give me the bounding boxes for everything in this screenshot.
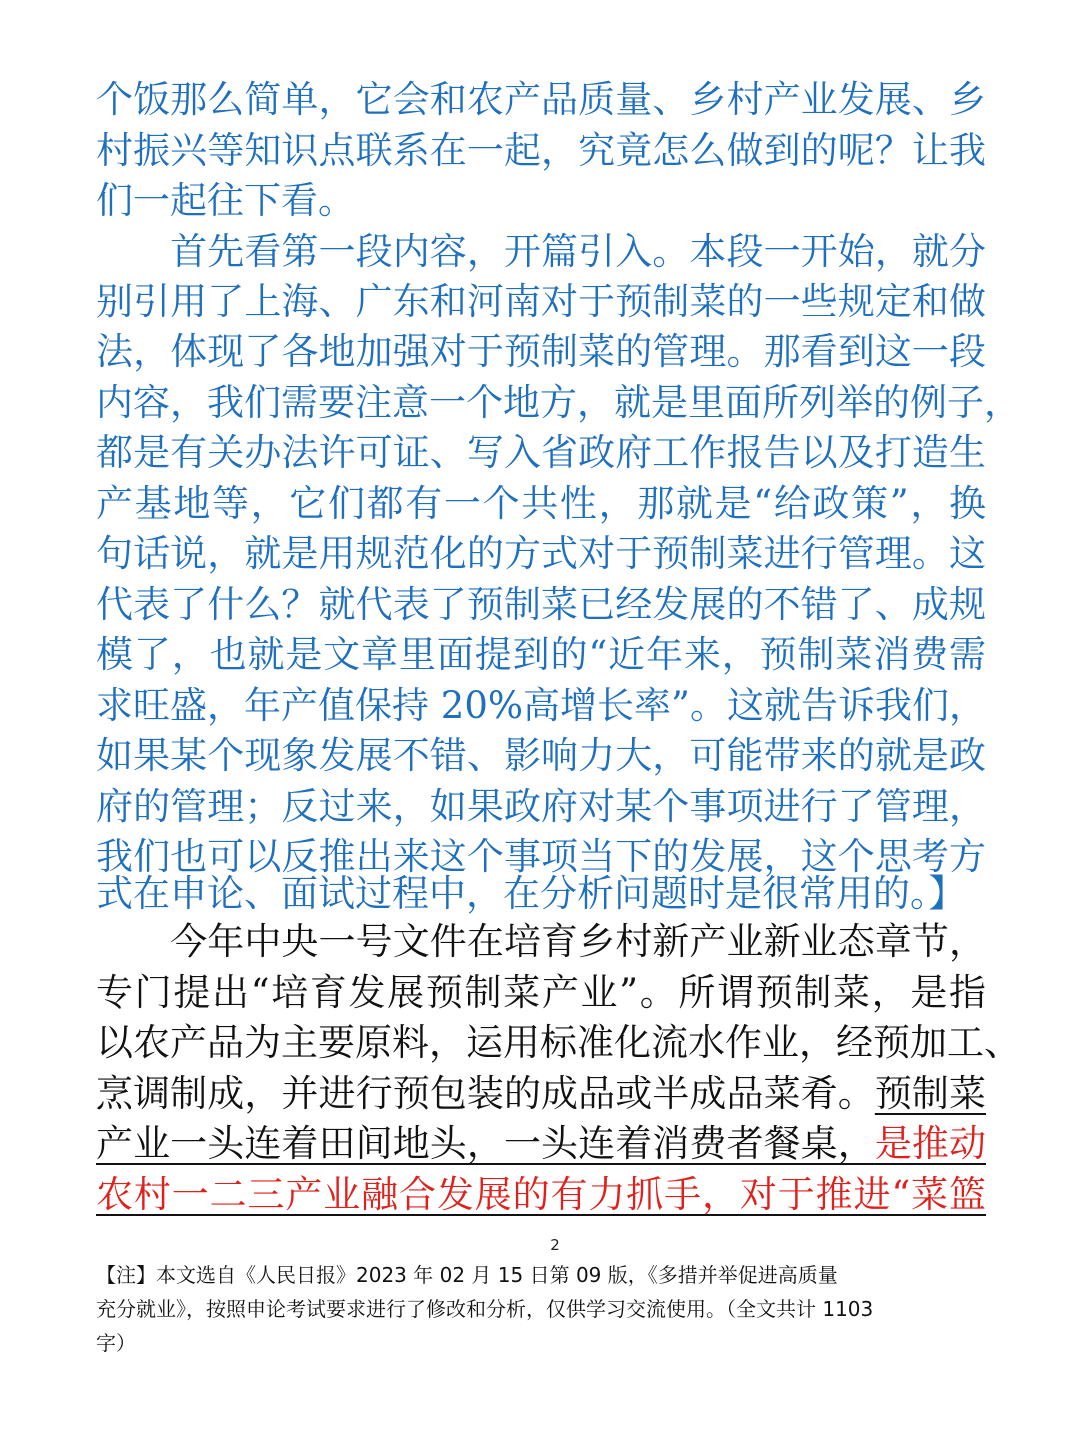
analysis-line: 别引用了上海、广东和河南对于预制菜的一些规定和做: [96, 280, 986, 323]
article-line: [96, 1069, 986, 1119]
page-number: 2: [550, 1236, 560, 1254]
analysis-line: 句话说，就是用规范化的方式对于预制菜进行管理。这: [96, 532, 986, 575]
analysis-line: 都是有关办法许可证、写入省政府工作报告以及打造生: [96, 431, 986, 474]
analysis-line: 代表了什么？就代表了预制菜已经发展的不错了、成规: [96, 583, 986, 626]
analysis-line: 个饭那么简单，它会和农产品质量、乡村产业发展、乡: [96, 78, 986, 121]
article-line: 专门提出“培育发展预制菜产业”。所谓预制菜，是指: [96, 971, 986, 1014]
highlighted-text: 是推动: [874, 1122, 987, 1165]
analysis-line: 如果某个现象发展不错、影响力大，可能带来的就是政: [96, 734, 986, 777]
article-line: 以农产品为主要原料，运用标准化流水作业，经预加工、: [96, 1021, 1021, 1064]
underlined-text: 产业一头连着田间地头，一头连着消费者餐桌，: [96, 1122, 875, 1165]
analysis-line: 首先看第一段内容，开篇引入。本段一开始，就分: [96, 230, 986, 273]
article-line: [96, 1119, 986, 1169]
footnote-line: 字）: [96, 1331, 136, 1355]
analysis-line-text: 式在申论、面试过程中，在分析问题时是很常用的。: [96, 872, 929, 915]
analysis-line: 法，体现了各地加强对于预制菜的管理。那看到这一段: [96, 330, 986, 373]
article-line: 今年中央一号文件在培育乡村新产业新业态章节，: [96, 920, 986, 963]
analysis-line: 产基地等，它们都有一个共性，那就是“给政策”，换: [96, 482, 986, 525]
analysis-line: 村振兴等知识点联系在一起，究竟怎么做到的呢？让我: [96, 129, 986, 172]
analysis-last-line: [96, 869, 986, 919]
article-line-highlighted: [96, 1170, 986, 1220]
analysis-line: 模了，也就是文章里面提到的“近年来，预制菜消费需: [96, 633, 986, 676]
analysis-line: 内容，我们需要注意一个地方，就是里面所列举的例子，: [96, 381, 1021, 424]
footnote-line: 充分就业》，按照申论考试要求进行了修改和分析，仅供学习交流使用。（全文共计 1103: [96, 1297, 874, 1321]
footnote-line: 【注】本文选自《人民日报》2023 年 02 月 15 日第 09 版，《多措并举促进高质量: [96, 1263, 838, 1287]
analysis-line: 们一起往下看。: [96, 179, 355, 222]
analysis-end-mark: 】: [928, 872, 966, 915]
analysis-line: 府的管理；反过来，如果政府对某个事项进行了管理，: [96, 785, 986, 828]
article-text: 烹调制成，并进行预包装的成品或半成品菜肴。: [96, 1072, 875, 1115]
analysis-line: 我们也可以反推出来这个事项当下的发展，这个思考方: [96, 835, 986, 878]
analysis-line: 求旺盛，年产值保持 20%高增长率”。这就告诉我们，: [96, 684, 986, 727]
highlighted-text: 农村一二三产业融合发展的有力抓手，对于推进“菜篮: [96, 1173, 986, 1216]
underlined-text: 预制菜: [874, 1072, 987, 1115]
